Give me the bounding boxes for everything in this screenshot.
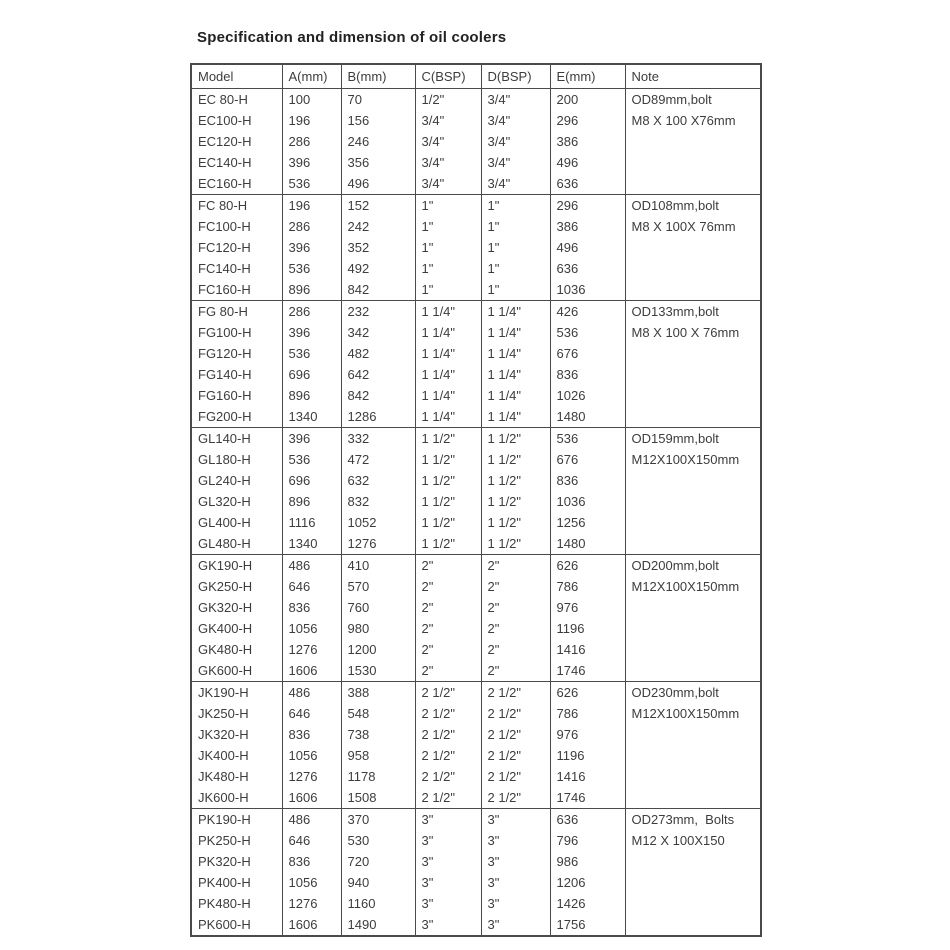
cell-c: 2 1/2"	[415, 745, 481, 766]
cell-b: 332	[341, 428, 415, 450]
cell-model: FC 80-H	[191, 195, 282, 217]
cell-e: 1746	[550, 787, 625, 809]
cell-model: FC140-H	[191, 258, 282, 279]
cell-a: 1606	[282, 660, 341, 682]
cell-a: 536	[282, 343, 341, 364]
cell-c: 1"	[415, 216, 481, 237]
cell-b: 342	[341, 322, 415, 343]
cell-e: 536	[550, 428, 625, 450]
cell-b: 1178	[341, 766, 415, 787]
cell-c: 1 1/2"	[415, 428, 481, 450]
cell-e: 786	[550, 703, 625, 724]
cell-model: EC 80-H	[191, 89, 282, 111]
cell-e: 1480	[550, 533, 625, 555]
cell-d: 3/4"	[481, 89, 550, 111]
note-cell	[625, 89, 761, 195]
cell-c: 2"	[415, 555, 481, 577]
cell-e: 1196	[550, 745, 625, 766]
cell-d: 2"	[481, 639, 550, 660]
header-row	[191, 64, 761, 89]
table-row	[191, 89, 761, 111]
cell-model: GL400-H	[191, 512, 282, 533]
cell-model: PK600-H	[191, 914, 282, 936]
cell-a: 1340	[282, 533, 341, 555]
cell-d: 1 1/4"	[481, 322, 550, 343]
cell-a: 1340	[282, 406, 341, 428]
note-line: M8 X 100 X 76mm	[631, 325, 740, 340]
cell-d: 3"	[481, 851, 550, 872]
cell-e: 296	[550, 110, 625, 131]
cell-e: 636	[550, 258, 625, 279]
model-group	[191, 428, 761, 555]
cell-a: 836	[282, 724, 341, 745]
cell-a: 396	[282, 152, 341, 173]
cell-d: 1"	[481, 195, 550, 217]
cell-e: 496	[550, 237, 625, 258]
cell-d: 1 1/2"	[481, 428, 550, 450]
cell-b: 492	[341, 258, 415, 279]
cell-b: 980	[341, 618, 415, 639]
model-group	[191, 301, 761, 428]
cell-a: 486	[282, 682, 341, 704]
cell-model: GK600-H	[191, 660, 282, 682]
cell-b: 1490	[341, 914, 415, 936]
cell-e: 626	[550, 682, 625, 704]
model-group	[191, 89, 761, 195]
cell-model: EC120-H	[191, 131, 282, 152]
note-cell	[625, 682, 761, 809]
cell-c: 1 1/2"	[415, 512, 481, 533]
cell-e: 976	[550, 597, 625, 618]
cell-e: 1416	[550, 639, 625, 660]
cell-a: 286	[282, 131, 341, 152]
cell-a: 100	[282, 89, 341, 111]
table-row	[191, 301, 761, 323]
cell-e: 1746	[550, 660, 625, 682]
cell-a: 286	[282, 216, 341, 237]
cell-a: 646	[282, 703, 341, 724]
cell-model: EC100-H	[191, 110, 282, 131]
cell-d: 3/4"	[481, 152, 550, 173]
cell-model: PK190-H	[191, 809, 282, 831]
column-header: E(mm)	[550, 64, 625, 89]
column-header: Model	[191, 64, 282, 89]
cell-c: 1 1/2"	[415, 533, 481, 555]
cell-b: 1286	[341, 406, 415, 428]
column-header: B(mm)	[341, 64, 415, 89]
cell-a: 196	[282, 195, 341, 217]
cell-b: 842	[341, 279, 415, 301]
cell-c: 2 1/2"	[415, 682, 481, 704]
note-cell	[625, 195, 761, 301]
cell-d: 1"	[481, 237, 550, 258]
cell-b: 832	[341, 491, 415, 512]
cell-a: 196	[282, 110, 341, 131]
cell-d: 3"	[481, 830, 550, 851]
cell-e: 976	[550, 724, 625, 745]
cell-b: 246	[341, 131, 415, 152]
cell-model: PK320-H	[191, 851, 282, 872]
cell-b: 530	[341, 830, 415, 851]
cell-d: 1 1/4"	[481, 301, 550, 323]
cell-a: 1606	[282, 914, 341, 936]
cell-a: 1056	[282, 618, 341, 639]
cell-model: GL180-H	[191, 449, 282, 470]
cell-e: 1480	[550, 406, 625, 428]
cell-e: 676	[550, 449, 625, 470]
cell-model: GL480-H	[191, 533, 282, 555]
cell-d: 1"	[481, 258, 550, 279]
cell-d: 2"	[481, 618, 550, 639]
cell-model: FG 80-H	[191, 301, 282, 323]
table-row	[191, 809, 761, 831]
note-cell	[625, 428, 761, 555]
cell-d: 1 1/2"	[481, 533, 550, 555]
cell-a: 896	[282, 279, 341, 301]
cell-model: EC160-H	[191, 173, 282, 195]
cell-e: 386	[550, 131, 625, 152]
note-line: M12X100X150mm	[631, 579, 740, 594]
cell-b: 1276	[341, 533, 415, 555]
cell-c: 1"	[415, 258, 481, 279]
cell-d: 1 1/2"	[481, 470, 550, 491]
cell-c: 3"	[415, 851, 481, 872]
cell-d: 2 1/2"	[481, 682, 550, 704]
cell-model: FG160-H	[191, 385, 282, 406]
cell-d: 3"	[481, 872, 550, 893]
cell-e: 636	[550, 809, 625, 831]
cell-d: 2"	[481, 555, 550, 577]
cell-c: 2 1/2"	[415, 724, 481, 745]
cell-b: 482	[341, 343, 415, 364]
model-group	[191, 555, 761, 682]
cell-e: 1036	[550, 491, 625, 512]
cell-model: GK400-H	[191, 618, 282, 639]
cell-a: 836	[282, 597, 341, 618]
cell-e: 836	[550, 470, 625, 491]
cell-model: GL140-H	[191, 428, 282, 450]
cell-c: 3"	[415, 914, 481, 936]
cell-d: 1 1/4"	[481, 343, 550, 364]
cell-d: 2 1/2"	[481, 766, 550, 787]
cell-b: 496	[341, 173, 415, 195]
cell-c: 1 1/4"	[415, 406, 481, 428]
cell-b: 642	[341, 364, 415, 385]
cell-d: 2"	[481, 660, 550, 682]
cell-a: 396	[282, 322, 341, 343]
cell-d: 3/4"	[481, 131, 550, 152]
cell-a: 536	[282, 173, 341, 195]
cell-model: GL320-H	[191, 491, 282, 512]
cell-model: FG200-H	[191, 406, 282, 428]
cell-b: 1508	[341, 787, 415, 809]
cell-model: JK400-H	[191, 745, 282, 766]
cell-c: 3"	[415, 809, 481, 831]
note-line: M8 X 100 X76mm	[631, 113, 736, 128]
cell-e: 1196	[550, 618, 625, 639]
cell-e: 1036	[550, 279, 625, 301]
cell-e: 986	[550, 851, 625, 872]
cell-e: 496	[550, 152, 625, 173]
column-header: D(BSP)	[481, 64, 550, 89]
cell-a: 896	[282, 491, 341, 512]
cell-b: 370	[341, 809, 415, 831]
cell-model: FC100-H	[191, 216, 282, 237]
cell-d: 2 1/2"	[481, 703, 550, 724]
cell-e: 1426	[550, 893, 625, 914]
cell-e: 386	[550, 216, 625, 237]
cell-model: EC140-H	[191, 152, 282, 173]
cell-c: 1 1/4"	[415, 301, 481, 323]
cell-e: 296	[550, 195, 625, 217]
cell-d: 2 1/2"	[481, 724, 550, 745]
cell-b: 152	[341, 195, 415, 217]
cell-b: 1200	[341, 639, 415, 660]
cell-model: FG140-H	[191, 364, 282, 385]
note-line: OD230mm,bolt	[631, 685, 719, 700]
cell-c: 1 1/4"	[415, 343, 481, 364]
cell-a: 536	[282, 258, 341, 279]
cell-b: 356	[341, 152, 415, 173]
cell-model: JK190-H	[191, 682, 282, 704]
cell-c: 1"	[415, 279, 481, 301]
cell-a: 536	[282, 449, 341, 470]
note-line: OD89mm,bolt	[631, 92, 712, 107]
note-line: OD159mm,bolt	[631, 431, 719, 446]
cell-d: 1"	[481, 216, 550, 237]
cell-b: 632	[341, 470, 415, 491]
cell-b: 570	[341, 576, 415, 597]
cell-c: 3/4"	[415, 152, 481, 173]
cell-model: JK600-H	[191, 787, 282, 809]
cell-d: 1 1/2"	[481, 449, 550, 470]
cell-d: 1 1/4"	[481, 364, 550, 385]
cell-c: 2 1/2"	[415, 787, 481, 809]
cell-b: 1530	[341, 660, 415, 682]
cell-b: 1052	[341, 512, 415, 533]
cell-a: 396	[282, 428, 341, 450]
cell-e: 626	[550, 555, 625, 577]
note-line: OD200mm,bolt	[631, 558, 719, 573]
cell-e: 796	[550, 830, 625, 851]
cell-c: 2"	[415, 597, 481, 618]
cell-c: 1 1/4"	[415, 364, 481, 385]
cell-a: 1276	[282, 639, 341, 660]
note-line: M12X100X150mm	[631, 706, 740, 721]
cell-model: PK400-H	[191, 872, 282, 893]
column-header: C(BSP)	[415, 64, 481, 89]
cell-a: 486	[282, 555, 341, 577]
cell-c: 1 1/4"	[415, 385, 481, 406]
cell-d: 2 1/2"	[481, 787, 550, 809]
column-header: A(mm)	[282, 64, 341, 89]
note-line: OD133mm,bolt	[631, 304, 719, 319]
cell-c: 1"	[415, 237, 481, 258]
cell-c: 2"	[415, 576, 481, 597]
cell-a: 396	[282, 237, 341, 258]
cell-e: 676	[550, 343, 625, 364]
cell-model: JK480-H	[191, 766, 282, 787]
cell-a: 286	[282, 301, 341, 323]
cell-b: 1160	[341, 893, 415, 914]
cell-b: 70	[341, 89, 415, 111]
cell-d: 2 1/2"	[481, 745, 550, 766]
cell-a: 646	[282, 830, 341, 851]
cell-e: 536	[550, 322, 625, 343]
cell-b: 388	[341, 682, 415, 704]
cell-b: 410	[341, 555, 415, 577]
cell-a: 646	[282, 576, 341, 597]
cell-b: 940	[341, 872, 415, 893]
cell-a: 1056	[282, 745, 341, 766]
cell-c: 2"	[415, 639, 481, 660]
note-line: OD108mm,bolt	[631, 198, 719, 213]
cell-c: 1 1/2"	[415, 491, 481, 512]
table-row	[191, 555, 761, 577]
cell-c: 3/4"	[415, 173, 481, 195]
cell-b: 472	[341, 449, 415, 470]
table-row	[191, 428, 761, 450]
cell-a: 1276	[282, 766, 341, 787]
cell-c: 3/4"	[415, 110, 481, 131]
cell-c: 2"	[415, 618, 481, 639]
cell-a: 1056	[282, 872, 341, 893]
cell-e: 786	[550, 576, 625, 597]
cell-c: 3/4"	[415, 131, 481, 152]
model-group	[191, 809, 761, 937]
cell-a: 696	[282, 470, 341, 491]
table-row	[191, 682, 761, 704]
note-cell	[625, 809, 761, 937]
cell-e: 1416	[550, 766, 625, 787]
page-title: Specification and dimension of oil coolers	[197, 29, 507, 46]
cell-c: 1 1/4"	[415, 322, 481, 343]
cell-b: 760	[341, 597, 415, 618]
spec-table	[190, 63, 762, 937]
cell-model: PK480-H	[191, 893, 282, 914]
cell-d: 2"	[481, 576, 550, 597]
cell-e: 1026	[550, 385, 625, 406]
cell-model: FC160-H	[191, 279, 282, 301]
cell-a: 1606	[282, 787, 341, 809]
cell-a: 896	[282, 385, 341, 406]
cell-d: 1 1/4"	[481, 406, 550, 428]
cell-model: GK320-H	[191, 597, 282, 618]
cell-model: GL240-H	[191, 470, 282, 491]
cell-model: JK250-H	[191, 703, 282, 724]
cell-d: 3"	[481, 809, 550, 831]
cell-a: 1116	[282, 512, 341, 533]
cell-b: 242	[341, 216, 415, 237]
cell-a: 696	[282, 364, 341, 385]
cell-b: 232	[341, 301, 415, 323]
cell-c: 3"	[415, 830, 481, 851]
cell-model: PK250-H	[191, 830, 282, 851]
column-header: Note	[625, 64, 761, 89]
cell-d: 3"	[481, 914, 550, 936]
cell-a: 836	[282, 851, 341, 872]
cell-c: 3"	[415, 893, 481, 914]
note-line: M8 X 100X 76mm	[631, 219, 736, 234]
note-line: M12 X 100X150	[631, 833, 725, 848]
note-line: OD273mm, Bolts	[631, 812, 735, 827]
cell-e: 836	[550, 364, 625, 385]
cell-model: GK190-H	[191, 555, 282, 577]
cell-d: 1 1/2"	[481, 512, 550, 533]
cell-d: 1"	[481, 279, 550, 301]
cell-e: 1756	[550, 914, 625, 936]
cell-d: 3"	[481, 893, 550, 914]
cell-c: 2 1/2"	[415, 703, 481, 724]
note-line: M12X100X150mm	[631, 452, 740, 467]
cell-c: 2"	[415, 660, 481, 682]
cell-e: 426	[550, 301, 625, 323]
cell-model: FC120-H	[191, 237, 282, 258]
cell-d: 3/4"	[481, 110, 550, 131]
cell-c: 1 1/2"	[415, 470, 481, 491]
cell-c: 1/2"	[415, 89, 481, 111]
cell-c: 2 1/2"	[415, 766, 481, 787]
cell-model: GK250-H	[191, 576, 282, 597]
cell-d: 1 1/4"	[481, 385, 550, 406]
note-cell	[625, 555, 761, 682]
cell-d: 3/4"	[481, 173, 550, 195]
cell-c: 3"	[415, 872, 481, 893]
cell-b: 548	[341, 703, 415, 724]
cell-d: 2"	[481, 597, 550, 618]
cell-a: 486	[282, 809, 341, 831]
cell-model: FG100-H	[191, 322, 282, 343]
cell-b: 720	[341, 851, 415, 872]
cell-a: 1276	[282, 893, 341, 914]
cell-b: 958	[341, 745, 415, 766]
model-group	[191, 682, 761, 809]
cell-b: 738	[341, 724, 415, 745]
cell-b: 352	[341, 237, 415, 258]
model-group	[191, 195, 761, 301]
table-row	[191, 195, 761, 217]
cell-d: 1 1/2"	[481, 491, 550, 512]
cell-model: JK320-H	[191, 724, 282, 745]
cell-c: 1"	[415, 195, 481, 217]
cell-e: 636	[550, 173, 625, 195]
cell-e: 200	[550, 89, 625, 111]
cell-c: 1 1/2"	[415, 449, 481, 470]
cell-model: FG120-H	[191, 343, 282, 364]
cell-e: 1256	[550, 512, 625, 533]
cell-b: 156	[341, 110, 415, 131]
cell-b: 842	[341, 385, 415, 406]
note-cell	[625, 301, 761, 428]
cell-e: 1206	[550, 872, 625, 893]
cell-model: GK480-H	[191, 639, 282, 660]
